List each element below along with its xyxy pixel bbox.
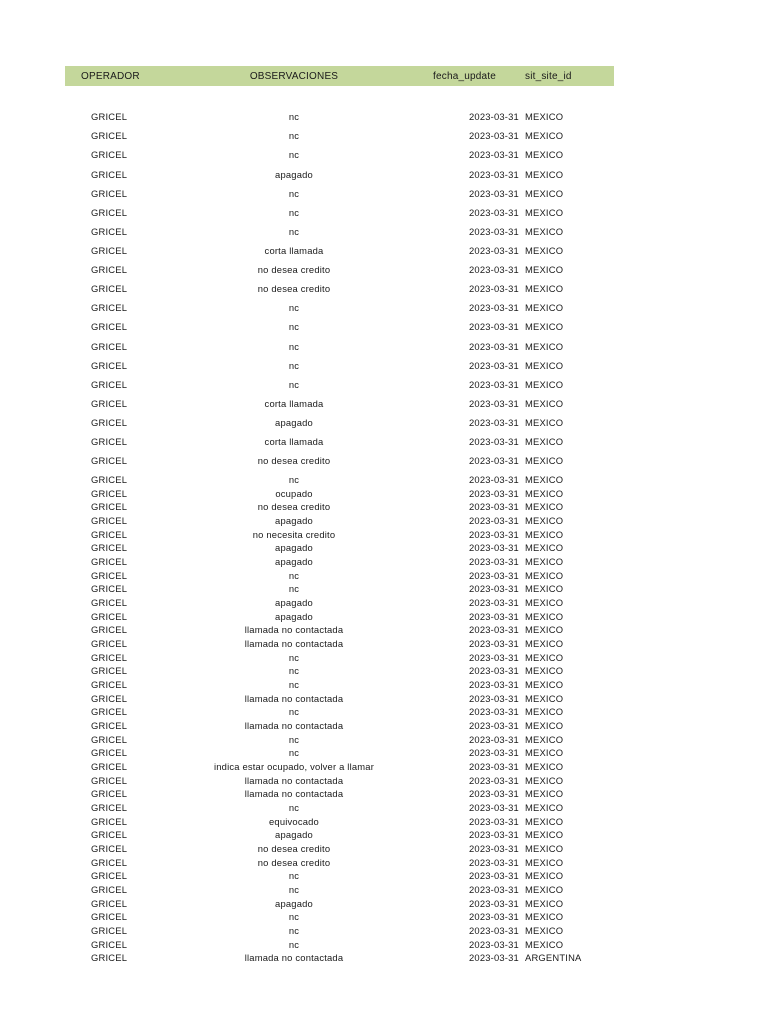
cell-observaciones: nc — [288, 226, 300, 237]
table-row — [65, 884, 614, 898]
cell-operador: GRICEL — [91, 455, 128, 466]
cell-fecha-update: 2023-03-31 — [469, 583, 519, 594]
cell-fecha-update: 2023-03-31 — [469, 321, 519, 332]
table-row — [65, 542, 614, 556]
cell-sit-site-id: MEXICO — [525, 283, 564, 294]
cell-sit-site-id: MEXICO — [525, 884, 564, 895]
cell-fecha-update: 2023-03-31 — [469, 474, 519, 485]
cell-sit-site-id: MEXICO — [525, 747, 564, 758]
cell-sit-site-id: MEXICO — [525, 264, 564, 275]
header-row — [65, 66, 614, 86]
cell-operador: GRICEL — [91, 529, 128, 540]
table-row — [65, 417, 614, 431]
cell-operador: GRICEL — [91, 857, 128, 868]
cell-operador: GRICEL — [91, 611, 128, 622]
cell-observaciones: ocupado — [275, 488, 313, 499]
cell-operador: GRICEL — [91, 925, 128, 936]
cell-observaciones: nc — [288, 802, 300, 813]
table-row — [65, 720, 614, 734]
cell-operador: GRICEL — [91, 515, 128, 526]
cell-fecha-update: 2023-03-31 — [469, 925, 519, 936]
cell-observaciones: no necesita credito — [252, 529, 336, 540]
cell-operador: GRICEL — [91, 398, 128, 409]
table-row — [65, 226, 614, 240]
cell-observaciones: apagado — [275, 898, 313, 909]
cell-fecha-update: 2023-03-31 — [469, 169, 519, 180]
cell-sit-site-id: MEXICO — [525, 911, 564, 922]
cell-sit-site-id: MEXICO — [525, 321, 564, 332]
cell-fecha-update: 2023-03-31 — [469, 283, 519, 294]
cell-sit-site-id: MEXICO — [525, 597, 564, 608]
cell-sit-site-id: MEXICO — [525, 761, 564, 772]
cell-operador: GRICEL — [91, 624, 128, 635]
cell-fecha-update: 2023-03-31 — [469, 638, 519, 649]
cell-operador: GRICEL — [91, 436, 128, 447]
table-row — [65, 149, 614, 163]
table-row — [65, 638, 614, 652]
cell-sit-site-id: MEXICO — [525, 788, 564, 799]
cell-operador: GRICEL — [91, 264, 128, 275]
cell-observaciones: nc — [288, 747, 300, 758]
cell-operador: GRICEL — [91, 283, 128, 294]
cell-operador: GRICEL — [91, 583, 128, 594]
column-header-observaciones: OBSERVACIONES — [249, 71, 339, 82]
cell-fecha-update: 2023-03-31 — [469, 515, 519, 526]
table-row — [65, 570, 614, 584]
cell-operador: GRICEL — [91, 341, 128, 352]
cell-operador: GRICEL — [91, 556, 128, 567]
cell-sit-site-id: MEXICO — [525, 706, 564, 717]
cell-observaciones: corta llamada — [264, 398, 324, 409]
cell-operador: GRICEL — [91, 870, 128, 881]
table-row — [65, 816, 614, 830]
spreadsheet — [65, 66, 614, 963]
cell-operador: GRICEL — [91, 169, 128, 180]
cell-observaciones: nc — [288, 925, 300, 936]
cell-sit-site-id: MEXICO — [525, 570, 564, 581]
cell-sit-site-id: MEXICO — [525, 638, 564, 649]
table-row — [65, 911, 614, 925]
table-row — [65, 283, 614, 297]
cell-observaciones: no desea credito — [257, 455, 331, 466]
cell-fecha-update: 2023-03-31 — [469, 829, 519, 840]
cell-sit-site-id: MEXICO — [525, 857, 564, 868]
cell-sit-site-id: MEXICO — [525, 775, 564, 786]
table-row — [65, 802, 614, 816]
cell-observaciones: nc — [288, 911, 300, 922]
cell-fecha-update: 2023-03-31 — [469, 652, 519, 663]
cell-fecha-update: 2023-03-31 — [469, 761, 519, 772]
cell-fecha-update: 2023-03-31 — [469, 802, 519, 813]
table-row — [65, 207, 614, 221]
table-row — [65, 747, 614, 761]
cell-observaciones: no desea credito — [257, 264, 331, 275]
cell-sit-site-id: MEXICO — [525, 130, 564, 141]
cell-operador: GRICEL — [91, 693, 128, 704]
cell-sit-site-id: MEXICO — [525, 207, 564, 218]
cell-fecha-update: 2023-03-31 — [469, 302, 519, 313]
cell-operador: GRICEL — [91, 207, 128, 218]
cell-operador: GRICEL — [91, 843, 128, 854]
table-row — [65, 188, 614, 202]
cell-sit-site-id: MEXICO — [525, 398, 564, 409]
cell-observaciones: llamada no contactada — [244, 788, 344, 799]
cell-fecha-update: 2023-03-31 — [469, 379, 519, 390]
table-row — [65, 501, 614, 515]
cell-sit-site-id: MEXICO — [525, 341, 564, 352]
cell-fecha-update: 2023-03-31 — [469, 398, 519, 409]
cell-sit-site-id: MEXICO — [525, 111, 564, 122]
cell-observaciones: nc — [288, 665, 300, 676]
cell-observaciones: llamada no contactada — [244, 775, 344, 786]
table-row — [65, 857, 614, 871]
table-row — [65, 870, 614, 884]
cell-sit-site-id: MEXICO — [525, 360, 564, 371]
cell-fecha-update: 2023-03-31 — [469, 693, 519, 704]
cell-observaciones: equivocado — [269, 816, 319, 827]
cell-sit-site-id: MEXICO — [525, 515, 564, 526]
cell-observaciones: corta llamada — [264, 245, 324, 256]
cell-sit-site-id: MEXICO — [525, 583, 564, 594]
cell-observaciones: apagado — [275, 169, 313, 180]
cell-operador: GRICEL — [91, 734, 128, 745]
cell-sit-site-id: MEXICO — [525, 501, 564, 512]
cell-fecha-update: 2023-03-31 — [469, 843, 519, 854]
cell-operador: GRICEL — [91, 130, 128, 141]
cell-observaciones: apagado — [275, 417, 313, 428]
cell-observaciones: nc — [288, 939, 300, 950]
cell-sit-site-id: MEXICO — [525, 939, 564, 950]
cell-observaciones: nc — [288, 207, 300, 218]
cell-sit-site-id: MEXICO — [525, 169, 564, 180]
cell-observaciones: no desea credito — [257, 283, 331, 294]
table-row — [65, 925, 614, 939]
table-row — [65, 788, 614, 802]
cell-fecha-update: 2023-03-31 — [469, 898, 519, 909]
cell-sit-site-id: ARGENTINA — [525, 952, 582, 963]
cell-observaciones: nc — [288, 570, 300, 581]
cell-fecha-update: 2023-03-31 — [469, 911, 519, 922]
cell-sit-site-id: MEXICO — [525, 679, 564, 690]
column-header-operador: OPERADOR — [81, 71, 140, 82]
cell-fecha-update: 2023-03-31 — [469, 720, 519, 731]
cell-operador: GRICEL — [91, 188, 128, 199]
cell-sit-site-id: MEXICO — [525, 870, 564, 881]
table-row — [65, 624, 614, 638]
table-row — [65, 398, 614, 412]
cell-operador: GRICEL — [91, 321, 128, 332]
cell-sit-site-id: MEXICO — [525, 802, 564, 813]
table-row — [65, 706, 614, 720]
cell-sit-site-id: MEXICO — [525, 488, 564, 499]
table-row — [65, 360, 614, 374]
cell-observaciones: nc — [288, 360, 300, 371]
cell-operador: GRICEL — [91, 360, 128, 371]
column-header-sit-site-id: sit_site_id — [525, 71, 572, 82]
cell-fecha-update: 2023-03-31 — [469, 188, 519, 199]
cell-sit-site-id: MEXICO — [525, 816, 564, 827]
cell-operador: GRICEL — [91, 788, 128, 799]
table-row — [65, 379, 614, 393]
cell-operador: GRICEL — [91, 226, 128, 237]
table-row — [65, 898, 614, 912]
cell-operador: GRICEL — [91, 816, 128, 827]
table-row — [65, 679, 614, 693]
cell-sit-site-id: MEXICO — [525, 455, 564, 466]
cell-observaciones: nc — [288, 679, 300, 690]
cell-fecha-update: 2023-03-31 — [469, 556, 519, 567]
cell-fecha-update: 2023-03-31 — [469, 679, 519, 690]
cell-sit-site-id: MEXICO — [525, 652, 564, 663]
cell-operador: GRICEL — [91, 638, 128, 649]
cell-observaciones: nc — [288, 111, 300, 122]
cell-observaciones: nc — [288, 149, 300, 160]
cell-operador: GRICEL — [91, 952, 128, 963]
cell-sit-site-id: MEXICO — [525, 436, 564, 447]
cell-observaciones: no desea credito — [257, 857, 331, 868]
cell-sit-site-id: MEXICO — [525, 474, 564, 485]
cell-observaciones: nc — [288, 302, 300, 313]
cell-operador: GRICEL — [91, 775, 128, 786]
cell-observaciones: indica estar ocupado, volver a llamar — [213, 761, 375, 772]
table-row — [65, 665, 614, 679]
cell-fecha-update: 2023-03-31 — [469, 570, 519, 581]
cell-fecha-update: 2023-03-31 — [469, 706, 519, 717]
table-row — [65, 488, 614, 502]
cell-sit-site-id: MEXICO — [525, 693, 564, 704]
cell-operador: GRICEL — [91, 665, 128, 676]
table-row — [65, 556, 614, 570]
cell-fecha-update: 2023-03-31 — [469, 360, 519, 371]
cell-operador: GRICEL — [91, 679, 128, 690]
cell-operador: GRICEL — [91, 597, 128, 608]
table-row — [65, 455, 614, 469]
table-row — [65, 939, 614, 953]
cell-observaciones: apagado — [275, 542, 313, 553]
cell-observaciones: apagado — [275, 556, 313, 567]
cell-operador: GRICEL — [91, 761, 128, 772]
table-row — [65, 611, 614, 625]
cell-fecha-update: 2023-03-31 — [469, 870, 519, 881]
table-row — [65, 829, 614, 843]
cell-observaciones: corta llamada — [264, 436, 324, 447]
table-row — [65, 734, 614, 748]
cell-operador: GRICEL — [91, 149, 128, 160]
cell-observaciones: llamada no contactada — [244, 624, 344, 635]
cell-fecha-update: 2023-03-31 — [469, 130, 519, 141]
cell-operador: GRICEL — [91, 488, 128, 499]
cell-observaciones: nc — [288, 341, 300, 352]
cell-observaciones: nc — [288, 734, 300, 745]
cell-observaciones: llamada no contactada — [244, 720, 344, 731]
cell-operador: GRICEL — [91, 939, 128, 950]
cell-fecha-update: 2023-03-31 — [469, 747, 519, 758]
cell-sit-site-id: MEXICO — [525, 379, 564, 390]
cell-observaciones: nc — [288, 474, 300, 485]
cell-fecha-update: 2023-03-31 — [469, 529, 519, 540]
table-row — [65, 693, 614, 707]
cell-observaciones: nc — [288, 884, 300, 895]
cell-observaciones: llamada no contactada — [244, 952, 344, 963]
cell-observaciones: apagado — [275, 829, 313, 840]
cell-fecha-update: 2023-03-31 — [469, 149, 519, 160]
cell-fecha-update: 2023-03-31 — [469, 264, 519, 275]
cell-fecha-update: 2023-03-31 — [469, 455, 519, 466]
cell-sit-site-id: MEXICO — [525, 624, 564, 635]
cell-fecha-update: 2023-03-31 — [469, 788, 519, 799]
cell-observaciones: apagado — [275, 515, 313, 526]
cell-sit-site-id: MEXICO — [525, 843, 564, 854]
table-row — [65, 761, 614, 775]
cell-operador: GRICEL — [91, 911, 128, 922]
cell-observaciones: nc — [288, 188, 300, 199]
cell-sit-site-id: MEXICO — [525, 149, 564, 160]
cell-fecha-update: 2023-03-31 — [469, 952, 519, 963]
cell-observaciones: llamada no contactada — [244, 693, 344, 704]
cell-fecha-update: 2023-03-31 — [469, 436, 519, 447]
table-row — [65, 169, 614, 183]
cell-sit-site-id: MEXICO — [525, 925, 564, 936]
cell-sit-site-id: MEXICO — [525, 542, 564, 553]
table-row — [65, 130, 614, 144]
cell-observaciones: nc — [288, 652, 300, 663]
cell-observaciones: nc — [288, 130, 300, 141]
cell-fecha-update: 2023-03-31 — [469, 611, 519, 622]
table-row — [65, 321, 614, 335]
cell-operador: GRICEL — [91, 111, 128, 122]
cell-operador: GRICEL — [91, 245, 128, 256]
cell-sit-site-id: MEXICO — [525, 898, 564, 909]
cell-operador: GRICEL — [91, 747, 128, 758]
table-row — [65, 652, 614, 666]
cell-fecha-update: 2023-03-31 — [469, 111, 519, 122]
table-row — [65, 245, 614, 259]
table-row — [65, 597, 614, 611]
cell-operador: GRICEL — [91, 829, 128, 840]
cell-fecha-update: 2023-03-31 — [469, 734, 519, 745]
cell-sit-site-id: MEXICO — [525, 720, 564, 731]
cell-operador: GRICEL — [91, 898, 128, 909]
cell-sit-site-id: MEXICO — [525, 829, 564, 840]
cell-fecha-update: 2023-03-31 — [469, 501, 519, 512]
cell-sit-site-id: MEXICO — [525, 529, 564, 540]
table-row — [65, 436, 614, 450]
cell-sit-site-id: MEXICO — [525, 611, 564, 622]
table-row — [65, 341, 614, 355]
table-row — [65, 843, 614, 857]
cell-observaciones: no desea credito — [257, 843, 331, 854]
cell-sit-site-id: MEXICO — [525, 417, 564, 428]
cell-fecha-update: 2023-03-31 — [469, 884, 519, 895]
cell-observaciones: nc — [288, 321, 300, 332]
cell-sit-site-id: MEXICO — [525, 556, 564, 567]
cell-operador: GRICEL — [91, 570, 128, 581]
cell-observaciones: no desea credito — [257, 501, 331, 512]
cell-fecha-update: 2023-03-31 — [469, 597, 519, 608]
cell-operador: GRICEL — [91, 302, 128, 313]
cell-fecha-update: 2023-03-31 — [469, 488, 519, 499]
cell-operador: GRICEL — [91, 542, 128, 553]
cell-fecha-update: 2023-03-31 — [469, 624, 519, 635]
cell-operador: GRICEL — [91, 501, 128, 512]
cell-fecha-update: 2023-03-31 — [469, 665, 519, 676]
table-row — [65, 302, 614, 316]
table-row — [65, 515, 614, 529]
cell-operador: GRICEL — [91, 884, 128, 895]
cell-fecha-update: 2023-03-31 — [469, 207, 519, 218]
cell-observaciones: nc — [288, 379, 300, 390]
table-row — [65, 474, 614, 488]
cell-sit-site-id: MEXICO — [525, 302, 564, 313]
cell-observaciones: nc — [288, 870, 300, 881]
table-row — [65, 583, 614, 597]
cell-fecha-update: 2023-03-31 — [469, 775, 519, 786]
cell-observaciones: llamada no contactada — [244, 638, 344, 649]
cell-fecha-update: 2023-03-31 — [469, 245, 519, 256]
cell-fecha-update: 2023-03-31 — [469, 417, 519, 428]
cell-sit-site-id: MEXICO — [525, 665, 564, 676]
cell-operador: GRICEL — [91, 417, 128, 428]
cell-operador: GRICEL — [91, 379, 128, 390]
cell-observaciones: nc — [288, 706, 300, 717]
cell-operador: GRICEL — [91, 720, 128, 731]
cell-fecha-update: 2023-03-31 — [469, 542, 519, 553]
cell-sit-site-id: MEXICO — [525, 188, 564, 199]
table-row — [65, 264, 614, 278]
table-row — [65, 775, 614, 789]
cell-observaciones: nc — [288, 583, 300, 594]
cell-sit-site-id: MEXICO — [525, 245, 564, 256]
cell-fecha-update: 2023-03-31 — [469, 939, 519, 950]
cell-observaciones: apagado — [275, 597, 313, 608]
cell-operador: GRICEL — [91, 474, 128, 485]
cell-operador: GRICEL — [91, 652, 128, 663]
cell-fecha-update: 2023-03-31 — [469, 341, 519, 352]
table-row — [65, 111, 614, 125]
column-header-fecha-update: fecha_update — [433, 71, 497, 82]
cell-operador: GRICEL — [91, 706, 128, 717]
cell-sit-site-id: MEXICO — [525, 226, 564, 237]
table-row — [65, 952, 614, 966]
cell-sit-site-id: MEXICO — [525, 734, 564, 745]
cell-observaciones: apagado — [275, 611, 313, 622]
table-row — [65, 529, 614, 543]
cell-fecha-update: 2023-03-31 — [469, 857, 519, 868]
cell-fecha-update: 2023-03-31 — [469, 816, 519, 827]
cell-operador: GRICEL — [91, 802, 128, 813]
cell-fecha-update: 2023-03-31 — [469, 226, 519, 237]
